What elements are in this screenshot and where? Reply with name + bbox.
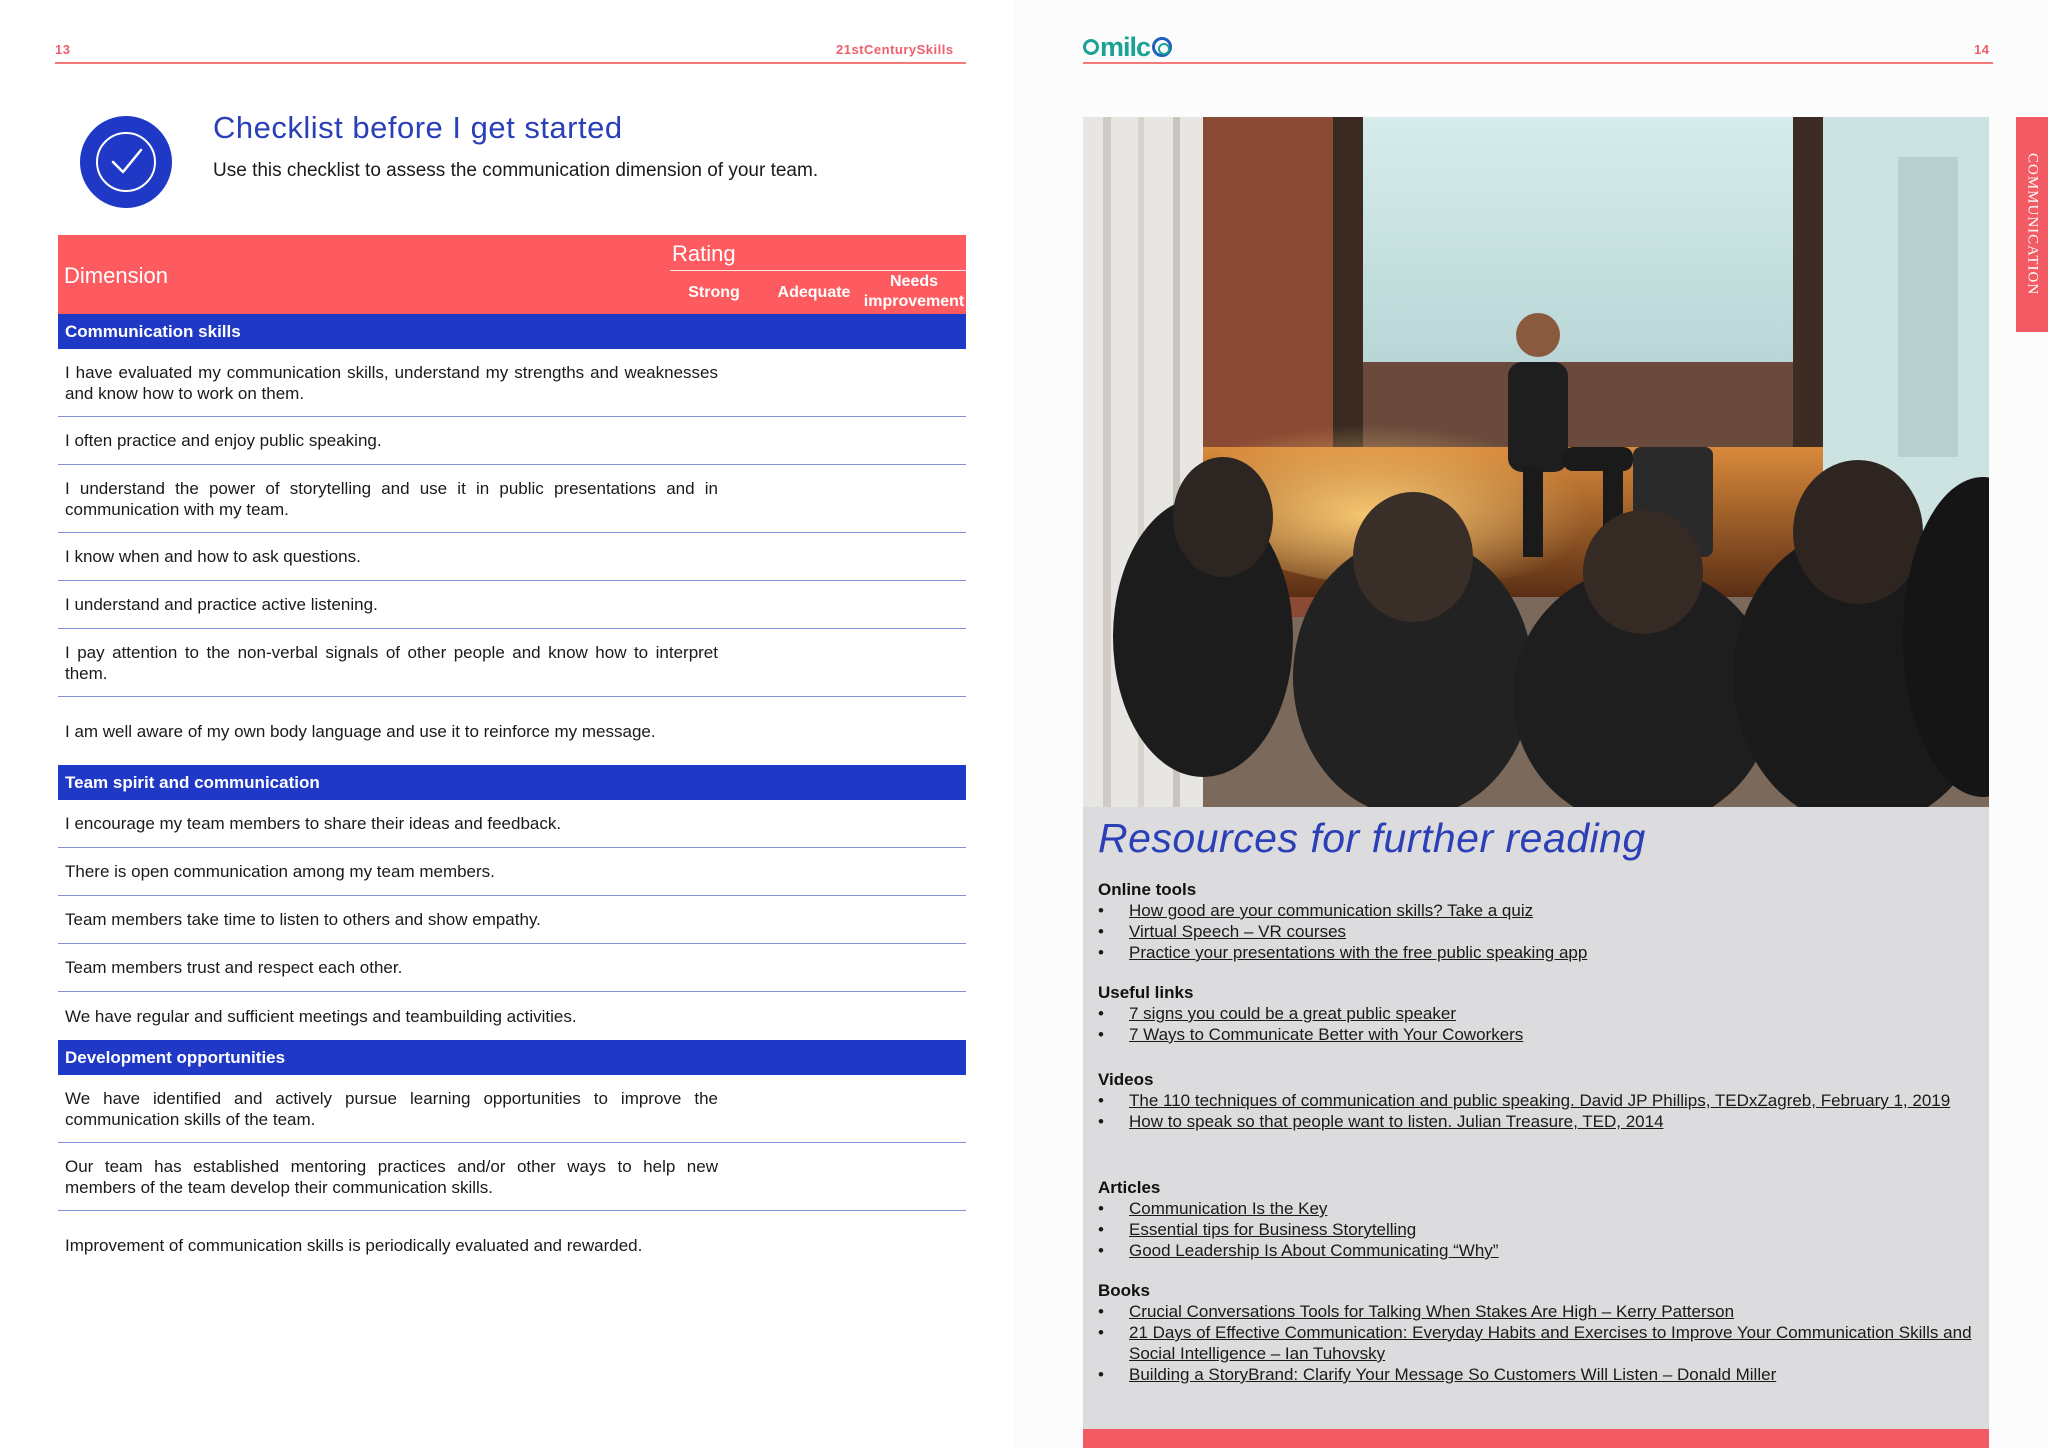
table-row: [58, 465, 966, 533]
resource-link[interactable]: • Crucial Conversations Tools for Talking When Stakes Are High – Kerry Patterson: [1098, 1301, 1978, 1322]
table-row: [58, 1075, 966, 1143]
checklist-subtitle: Use this checklist to assess the communication dimension of your team.: [213, 160, 819, 181]
resource-section-articles: [1098, 1177, 1978, 1261]
table-row: [58, 800, 966, 848]
row-text: Our team has established mentoring practices and/or other ways to help new members of the team develop their communication skills.: [65, 1156, 718, 1197]
resource-link[interactable]: • Building a StoryBrand: Clarify Your Message So Customers Will Listen – Donald Miller: [1098, 1364, 1978, 1385]
resource-section-online-tools: [1098, 879, 1978, 963]
logo-ring-icon: [1152, 37, 1172, 57]
checkmark-icon: [80, 116, 172, 208]
table-row: [58, 581, 966, 629]
row-text: I understand and practice active listening.: [65, 595, 378, 614]
brand-label: 21stCenturySkills: [836, 42, 954, 57]
speaker-photo: [1083, 117, 1989, 807]
page-number: 13: [55, 42, 71, 57]
row-text: I am well aware of my own body language and use it to reinforce my message.: [65, 721, 656, 741]
resource-link[interactable]: • 7 signs you could be a great public speaker: [1098, 1003, 1978, 1024]
page-number: 14: [1974, 42, 1990, 57]
row-text: There is open communication among my team members.: [65, 862, 495, 881]
side-tab-communication: [2016, 117, 2048, 332]
row-text: I pay attention to the non-verbal signals of other people and know how to interpret them.: [65, 642, 718, 683]
resources-title: Resources for further reading: [1098, 815, 1646, 861]
resource-link[interactable]: • How to speak so that people want to listen. Julian Treasure, TED, 2014: [1098, 1111, 1978, 1132]
table-row: [58, 533, 966, 581]
left-page: [0, 0, 1014, 1448]
table-row: [58, 349, 966, 417]
section-heading: Videos: [1098, 1070, 1154, 1089]
resource-link[interactable]: • 21 Days of Effective Communication: Everyday Habits and Exercises to Improve Your Communication Skills and Social Intelligence – Ian Tuhovsky: [1098, 1322, 1978, 1364]
resource-link[interactable]: • Communication Is the Key: [1098, 1198, 1978, 1219]
resource-link[interactable]: • How good are your communication skills? Take a quiz: [1098, 900, 1978, 921]
table-row: [58, 896, 966, 944]
logo-mark-icon: [1083, 39, 1099, 55]
row-text: I understand the power of storytelling and use it in public presentations and in communication with my team.: [65, 478, 718, 519]
resources-panel: [1083, 807, 1989, 1429]
row-text: I often practice and enjoy public speaking.: [65, 431, 382, 450]
table-row: [58, 417, 966, 465]
table-row: [58, 1211, 966, 1279]
section-development-opportunities: Development opportunities: [58, 1040, 966, 1075]
section-heading: Books: [1098, 1281, 1150, 1300]
milc-logo: [1083, 31, 1172, 62]
table-row: [58, 697, 966, 765]
resource-link[interactable]: • Virtual Speech – VR courses: [1098, 921, 1978, 942]
row-text: We have regular and sufficient meetings and teambuilding activities.: [65, 1006, 577, 1026]
section-heading: Online tools: [1098, 880, 1197, 899]
resource-section-books: [1098, 1280, 1978, 1385]
header-rule: [55, 62, 966, 64]
resource-link[interactable]: • Practice your presentations with the free public speaking app: [1098, 942, 1978, 963]
row-text: I know when and how to ask questions.: [65, 547, 361, 566]
rating-divider: [670, 270, 966, 271]
resource-link[interactable]: • The 110 techniques of communication and public speaking. David JP Phillips, TEDxZagreb, February 1, 2019: [1098, 1090, 1978, 1111]
rating-col-needs-improvement: Needs improvement: [863, 273, 965, 310]
row-text: We have identified and actively pursue learning opportunities to improve the communication skills of the team.: [65, 1088, 718, 1129]
row-text: Team members take time to listen to others and show empathy.: [65, 910, 541, 929]
table-row: [58, 629, 966, 697]
table-row: [58, 1143, 966, 1211]
table-row: [58, 944, 966, 992]
rating-header: Rating: [672, 241, 736, 266]
section-team-spirit: Team spirit and communication: [58, 765, 966, 800]
section-heading: Articles: [1098, 1178, 1161, 1197]
row-text: Team members trust and respect each other.: [65, 958, 403, 977]
checklist-title: Checklist before I get started: [213, 110, 623, 145]
resource-link[interactable]: • Good Leadership Is About Communicating “Why”: [1098, 1240, 1978, 1261]
row-text: I have evaluated my communication skills, understand my strengths and weaknesses and know how to work on them.: [65, 362, 718, 403]
rating-col-strong: Strong: [688, 284, 740, 301]
table-row: [58, 848, 966, 896]
section-heading: Useful links: [1098, 983, 1194, 1002]
resource-link[interactable]: • 7 Ways to Communicate Better with Your Coworkers: [1098, 1024, 1978, 1045]
table-row: [58, 992, 966, 1040]
dimension-header: Dimension: [64, 263, 168, 288]
resource-link[interactable]: • Essential tips for Business Storytelling: [1098, 1219, 1978, 1240]
table-header: [58, 235, 966, 314]
logo-text: milc: [1100, 31, 1151, 62]
header-rule: [1083, 62, 1993, 64]
row-text: Improvement of communication skills is periodically evaluated and rewarded.: [65, 1235, 643, 1255]
resource-section-useful-links: [1098, 982, 1978, 1045]
side-tab-label: COMMUNICATION: [2024, 153, 2041, 296]
resource-section-videos: [1098, 1069, 1978, 1132]
checklist-table: [58, 235, 966, 1279]
row-text: I encourage my team members to share their ideas and feedback.: [65, 814, 562, 833]
footer-accent-bar: [1083, 1429, 1989, 1448]
rating-col-adequate: Adequate: [777, 284, 851, 301]
section-communication-skills: Communication skills: [58, 314, 966, 349]
